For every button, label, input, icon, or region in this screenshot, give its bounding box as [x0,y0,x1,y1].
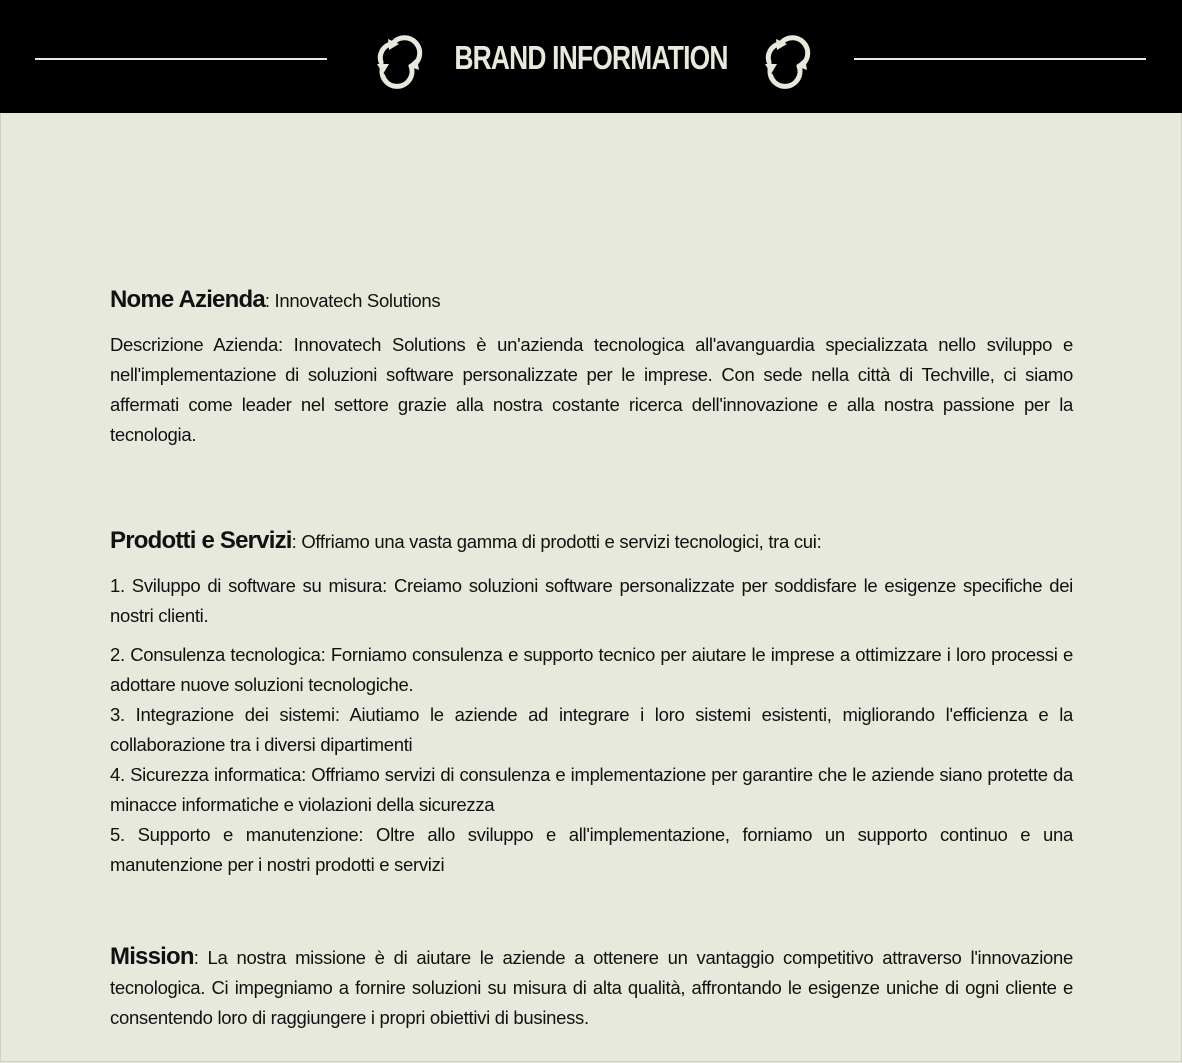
list-item: 3. Integrazione dei sistemi: Aiutiamo le aziende ad integrare i loro sistemi esistenti, migliorando l'efficienza e la collaborazione tra i diversi dipartimenti [110,704,1073,755]
products-label: Prodotti e Servizi [110,527,292,554]
list-item: 5. Supporto e manutenzione: Oltre allo sviluppo e all'implementazione, forniamo un supporto continuo e una manutenzione per i nostri prodotti e servizi [110,824,1073,875]
header-rule-right [854,58,1146,60]
recycle-cycle-icon [749,20,821,92]
mission-text: : La nostra missione è di aiutare le aziende a ottenere un vantaggio competitivo attraverso l'innovazione tecnologica. Ci impegniamo a fornire soluzioni su misura di alta qualità, affrontando le esigenze uniche di ogni cliente e consentendo loro di raggiungere i propri obiettivi di business. [110,947,1073,1028]
company-name-value: : Innovatech Solutions [264,290,441,311]
company-description: Descrizione Azienda: Innovatech Solutions è un'azienda tecnologica all'avanguardia specializzata nello sviluppo e nell'implementazione di soluzioni software personalizzate per le imprese. Con sede nella città di Techville, ci siamo affermati come leader nel settore grazie alla nostra costante ricerca dell'innovazione e alla nostra passione per la tecnologia. [110,334,1073,445]
header-title: BRAND INFORMATION [454,39,728,76]
recycle-cycle-icon [361,20,433,92]
list-item: 1. Sviluppo di software su misura: Creiamo soluzioni software personalizzate per soddisfare le esigenze specifiche dei nostri clienti. [110,575,1073,626]
brand-content [110,285,1073,1033]
products-heading-line [110,526,1073,557]
header-rule-left [35,58,327,60]
mission-label: Mission [110,943,194,970]
products-list [110,571,1073,880]
list-item: 2. Consulenza tecnologica: Forniamo consulenza e supporto tecnico per aiutare le imprese a ottimizzare i loro processi e adottare nuove soluzioni tecnologiche. [110,644,1073,695]
products-intro: : Offriamo una vasta gamma di prodotti e servizi tecnologici, tra cui: [291,531,822,552]
header-bar [0,0,1182,113]
mission-line [110,942,1073,1033]
list-item: 4. Sicurezza informatica: Offriamo servizi di consulenza e implementazione per garantire che le aziende siano protette da minacce informatiche e violazioni della sicurezza [110,764,1073,815]
company-name-label: Nome Azienda [110,286,265,313]
company-name-line [110,285,1073,316]
